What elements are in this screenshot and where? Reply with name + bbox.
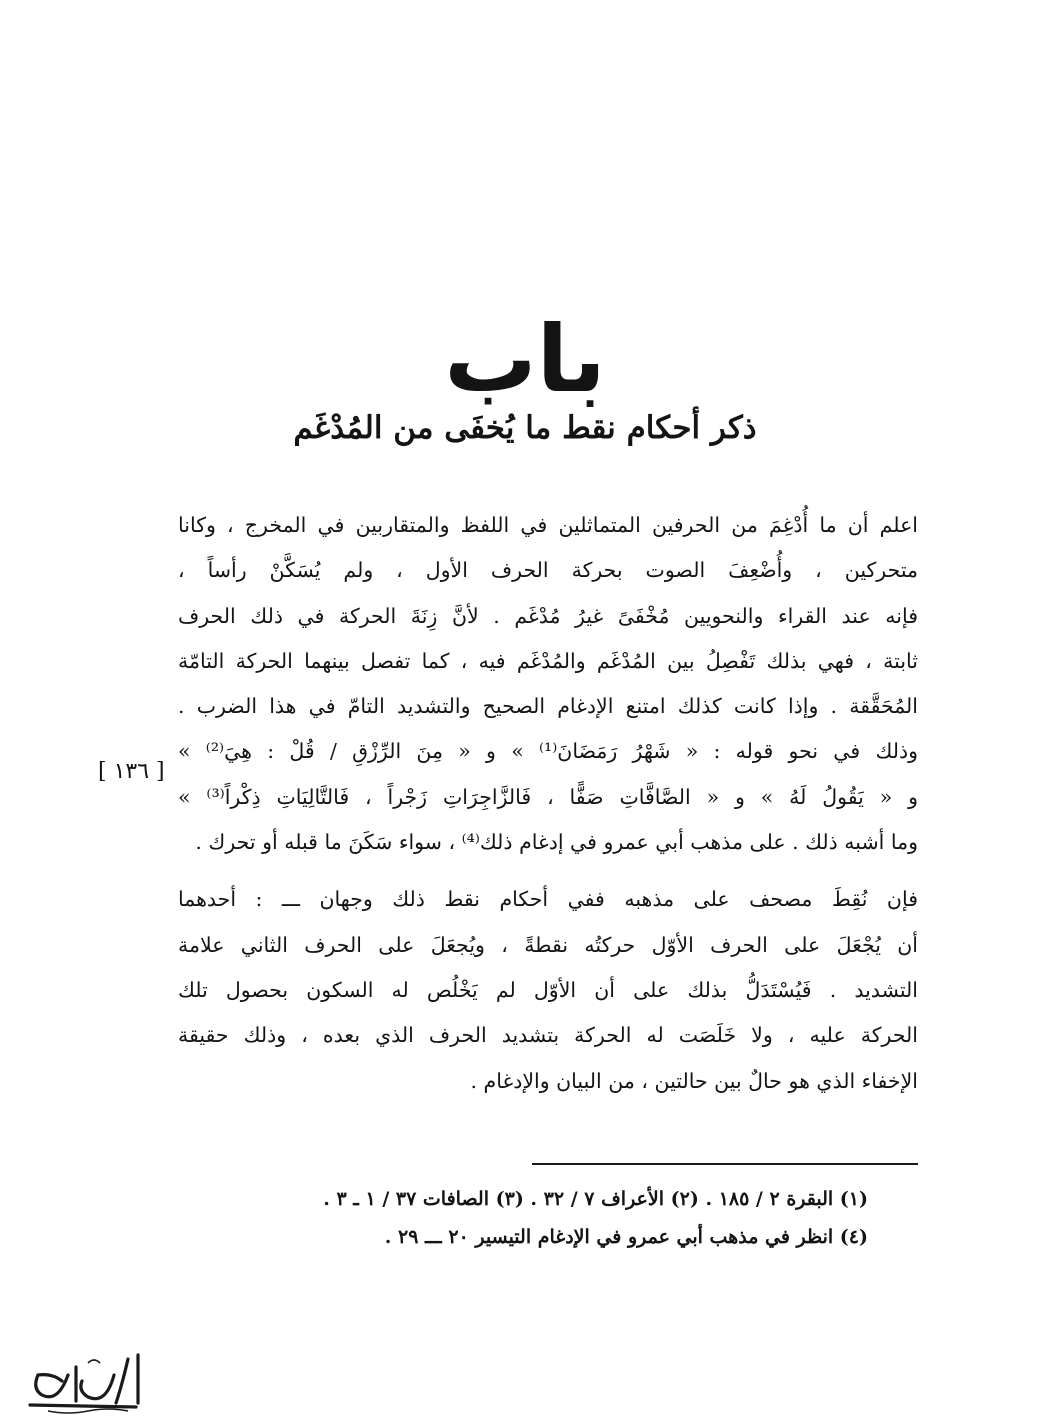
footnotes <box>200 1180 868 1256</box>
text-line: و « يَقُولُ لَهُ » و « الصَّافَّاتِ صَفًّا ، فَالزَّاجِرَاتِ زَجْراً ، فَالتَّالِيَاتِ ذِكْراً⁽³⁾ » <box>178 784 919 809</box>
chapter-heading: باب <box>444 306 606 413</box>
text-line: متحركين ، وأُضْعِفَ الصوت بحركة الحرف الأول ، ولم يُسَكَّنْ رأساً ، <box>178 558 918 583</box>
text-line: فإن نُقِطَ مصحف على مذهبه ففي أحكام نقط ذلك وجهان ـــ : أحدهما <box>178 887 918 912</box>
text-line: وما أشبه ذلك . على مذهب أبي عمرو في إدغام ذلك⁽⁴⁾ ، سواء سَكَنَ ما قبله أو تحرك . <box>195 830 918 855</box>
chapter-title: ذكر أحكام نقط ما يُخفَى من المُدْغَم <box>293 410 757 446</box>
text-line: وذلك في نحو قوله : « شَهْرُ رَمَضَانَ⁽¹⁾ » و « مِنَ الرِّزْقِ / قُلْ : هِيَ⁽²⁾ » <box>178 739 918 764</box>
text-line: ثابتة ، فهي بذلك تَفْصِلُ بين المُدْغَم والمُدْغَم فيه ، كما تفصل بينهما الحركة التامّة <box>178 648 918 673</box>
text-line: المُحَقَّقة . وإذا كانت كذلك امتنع الإدغام الصحيح والتشديد التامّ في هذا الضرب . <box>178 694 918 719</box>
text-line: فإنه عند القراء والنحويين مُخْفَىً غيرُ مُدْغَم . لأنَّ زِنَةَ الحركة في ذلك الحرف <box>178 603 918 628</box>
footnote-line: (٤) انظر في مذهب أبي عمرو في الإدغام التيسير ٢٠ ـــ ٢٩ . <box>384 1226 868 1248</box>
text-line: الحركة عليه ، ولا خَلَصَت له الحركة بتشديد الحرف الذي بعده ، وذلك حقيقة <box>178 1023 918 1048</box>
library-seal-logo <box>18 1345 146 1417</box>
footnote-divider <box>532 1163 918 1165</box>
body-text <box>178 503 918 1104</box>
paragraph-1 <box>178 503 918 865</box>
paragraph-2 <box>178 877 918 1103</box>
text-line: التشديد . فَيُسْتَدَلُّ بذلك على أن الأوّل لم يَخْلُص له السكون بحصول تلك <box>178 977 918 1002</box>
page-reference: [ ١٣٦ ] <box>98 759 165 784</box>
footnote-line: (١) البقرة ٢ / ١٨٥ . (٢) الأعراف ٧ / ٣٢ . (٣) الصافات ٣٧ / ١ ـ ٣ . <box>323 1188 868 1210</box>
text-line: أن يُجْعَلَ على الحرف الأوّل حركتُه نقطةً ، ويُجعَلَ على الحرف الثاني علامة <box>178 932 918 957</box>
text-line: الإخفاء الذي هو حالٌ بين حالتين ، من البيان والإدغام . <box>470 1068 918 1093</box>
text-line: اعلم أن ما أُدْغِمَ من الحرفين المتماثلين في اللفظ والمتقاربين في المخرج ، وكانا <box>178 513 918 537</box>
